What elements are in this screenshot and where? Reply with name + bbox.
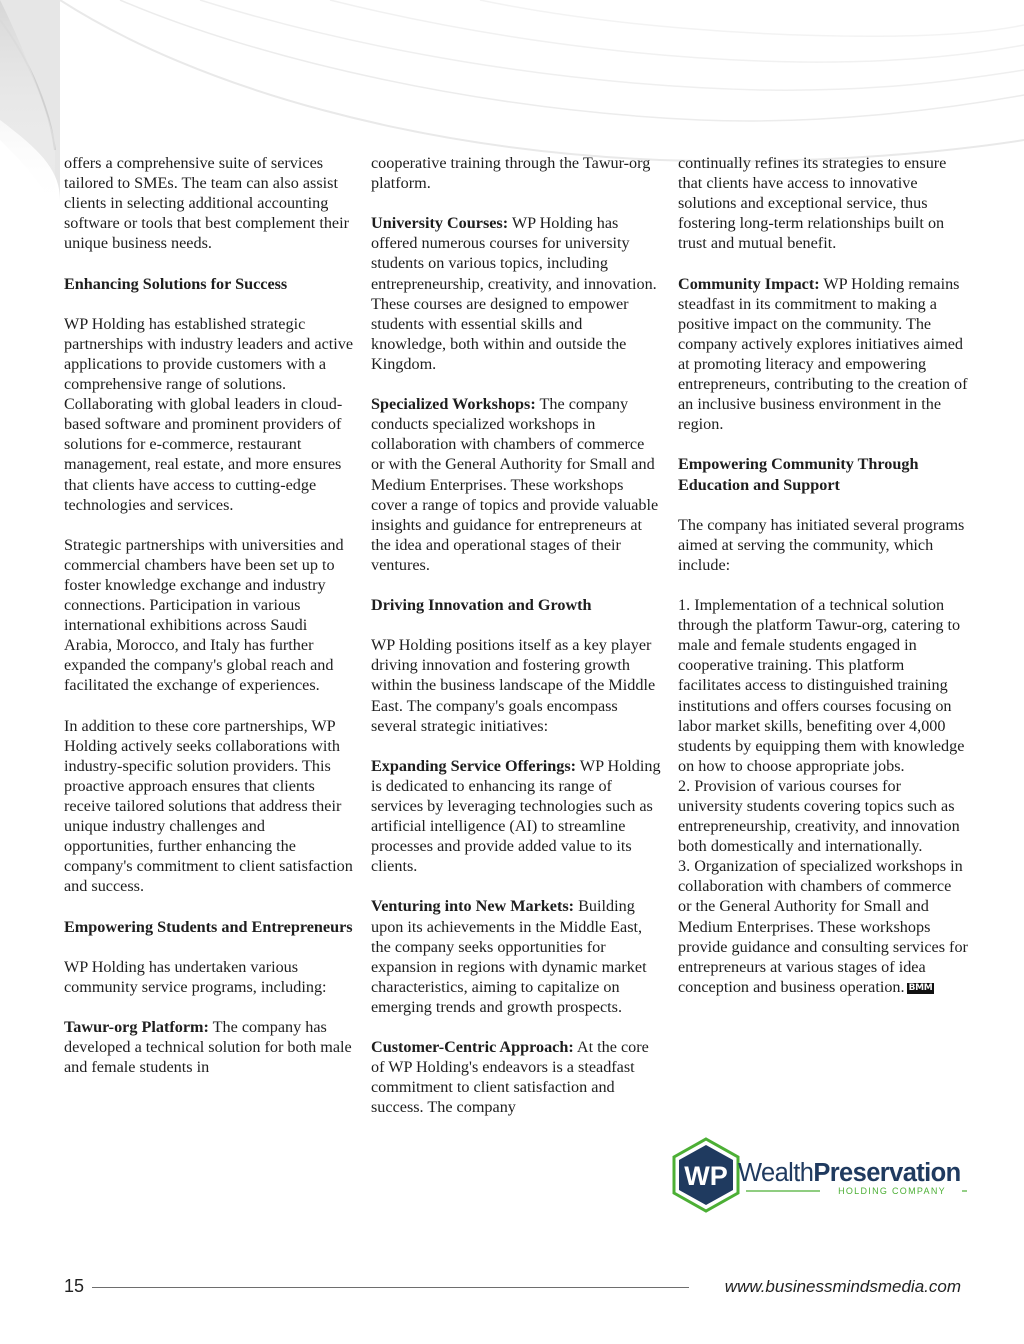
list-item [678, 856, 968, 997]
paragraph [371, 896, 661, 1017]
section-heading: Empowering Students and Entrepreneurs [64, 917, 353, 936]
paragraph-body: WP Holding has offered numerous courses for university students on various topics, including entrepreneurship, creativity, and innovation. These courses are designed to empower students with essential skills and knowledge, both within and outside the Kingdom. [371, 214, 657, 373]
lead-in: Customer-Centric Approach: [371, 1038, 574, 1057]
article-column-3 [678, 153, 968, 997]
list-item: 1. Implementation of a technical solution through the platform Tawur-org, catering to male and female students engaged in cooperative training. This platform facilitates access to distinguished training institutions and offers courses focusing on labor market skills, benefiting over 4,000 students by equipping them with knowledge on how to choose appropriate jobs. [678, 596, 965, 775]
page-number: 15 [64, 1276, 85, 1296]
paragraph: Strategic partnerships with universities and commercial chambers have been set up to foster knowledge exchange and industry connections. Participation in various international exhibitions across Saudi Arabia, Morocco, and Italy has further expanded the company's global reach and facilitated the exchange of experiences. [64, 535, 344, 695]
lead-in: Community Impact: [678, 274, 820, 293]
lead-in: Expanding Service Offerings: [371, 756, 577, 775]
website-link[interactable]: www.businessmindsmedia.com [724, 1277, 961, 1296]
paragraph: WP Holding has undertaken various community service programs, including: [64, 957, 327, 996]
paragraph [64, 1017, 354, 1077]
paragraph: cooperative training through the Tawur-org platform. [371, 154, 651, 193]
end-of-article-mark: BMM [908, 982, 933, 993]
logo-wordmark [738, 1159, 961, 1187]
paragraph: In addition to these core partnerships, WP Holding actively seeks collaborations with industry-specific solution providers. This proactive approach ensures that clients receive tailored solutions that address their unique industry challenges and opportunities, further enhancing the company's commitment to client satisfaction and success. [64, 716, 353, 896]
logo-word-1: Wealth [738, 1159, 814, 1187]
logo-word-2: Preservation [813, 1159, 961, 1187]
paragraph: The company has initiated several programs aimed at serving the community, which include: [678, 515, 965, 574]
paragraph-body: WP Holding is dedicated to enhancing its range of services by leveraging technologies such as artificial intelligence (AI) to streamline processes and provide added value to its clients. [371, 756, 661, 876]
wealthpreservation-logo [668, 1137, 968, 1213]
lead-in: Specialized Workshops: [371, 395, 536, 414]
paragraph-body: At the core of WP Holding's endeavors is a steadfast commitment to client satisfaction and success. The company [371, 1038, 649, 1117]
paragraph: WP Holding positions itself as a key player driving innovation and fostering growth within the business landscape of the Middle East. The company's goals encompass several strategic initiatives: [371, 636, 656, 735]
lead-in: Venturing into New Markets: [371, 897, 575, 916]
list-item-text: 3. Organization of specialized workshops in collaboration with chambers of commerce or the General Authority for Small and Medium Enterprises. These workshops provide guidance and consulting services for entrepreneurs at various stages of idea conception and business operation. [678, 857, 968, 996]
section-heading: Enhancing Solutions for Success [64, 274, 288, 293]
lead-in: University Courses: [371, 214, 509, 233]
paragraph-body: The company has developed a technical solution for both male and female students in [64, 1018, 352, 1077]
paragraph [371, 1037, 661, 1117]
footer-divider [92, 1287, 689, 1288]
paragraph-body: Building upon its achievements in the Middle East, the company seeks opportunities for expansion in regions with dynamic market characteristics, aiming to capitalize on emerging trends and growth prospects. [371, 897, 647, 1016]
paragraph [371, 213, 661, 374]
section-heading: Empowering Community Through Education and Support [678, 455, 919, 494]
paragraph [371, 756, 661, 877]
paragraph: continually refines its strategies to ensure that clients have access to innovative solutions and exceptional service, thus fostering long-term relationships built on trust and mutual benefit. [678, 154, 947, 253]
paragraph: offers a comprehensive suite of services tailored to SMEs. The team can also assist clients in selecting additional accounting software or tools that best complement their unique business needs. [64, 154, 350, 253]
logo-tagline: HOLDING COMPANY [838, 1186, 946, 1196]
article-column-1 [64, 153, 354, 1097]
list-item: 2. Provision of various courses for university students covering topics such as entrepreneurship, creativity, and innovation both domestically and internationally. [678, 776, 960, 856]
page-footer [0, 1270, 1024, 1304]
article-column-2 [371, 153, 661, 1138]
paragraph-body: WP Holding remains steadfast in its commitment to making a positive impact on the community. The company actively explores initiatives aimed at promoting literacy and empowering entrepreneurs, contributing to the creation of an inclusive business environment in the region. [678, 274, 968, 434]
paragraph: WP Holding has established strategic partnerships with industry leaders and active applications to provide customers with a comprehensive range of solutions. Collaborating with global leaders in cloud-based software and prominent providers of solutions for e-commerce, restaurant management, real estate, and more ensures that clients have access to cutting-edge technologies and services. [64, 314, 354, 514]
logo-monogram: WP [684, 1161, 728, 1191]
lead-in: Tawur-org Platform: [64, 1018, 209, 1037]
section-heading: Driving Innovation and Growth [371, 596, 592, 615]
paragraph [678, 274, 968, 435]
paragraph-body: The company conducts specialized workshops in collaboration with chambers of commerce or with the General Authority for Small and Medium Enterprises. These workshops cover a range of topics and provide valuable insights and guidance for entrepreneurs at the idea and operational stages of their ventures. [371, 395, 659, 574]
paragraph [371, 394, 661, 575]
